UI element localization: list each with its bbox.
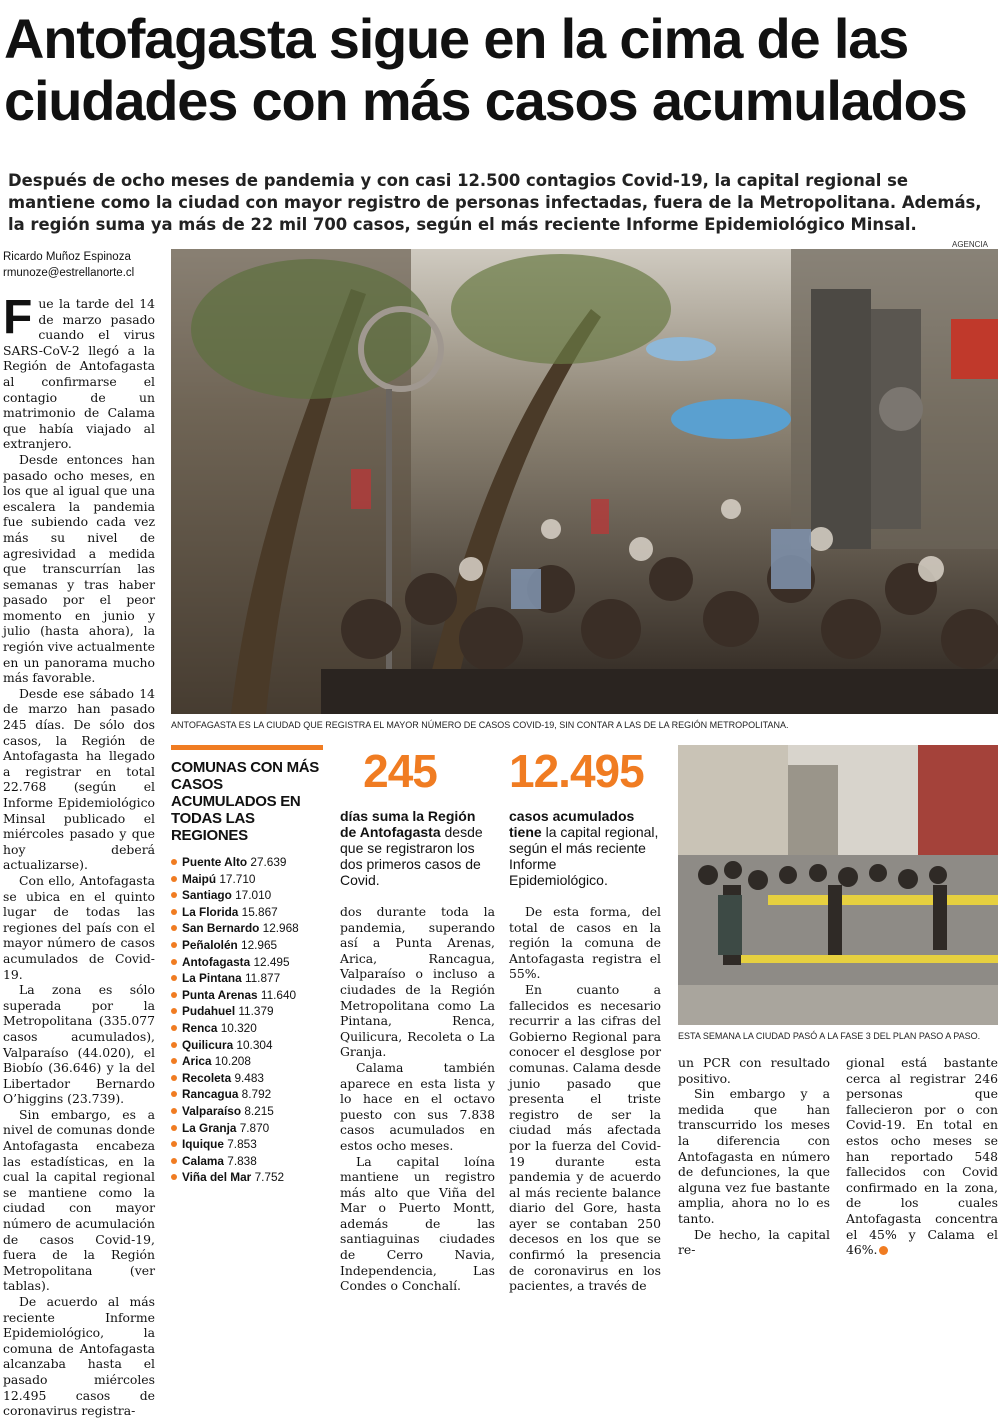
body-column-5 xyxy=(678,1055,830,1258)
commune-cases: 12.968 xyxy=(262,921,299,936)
bullet-dot-icon xyxy=(171,1141,177,1147)
bullet-dot-icon xyxy=(171,1075,177,1081)
paragraph: Desde entonces han pasado ocho meses, en los que al igual que una escalera la pandemia fue subiendo cada vez más su nivel de agresividad a medida que transcurrían las semanas y tras haber pasado por el peor momento en junio y julio (hasta ahora), la región vive actualmente en un panorama mucho más favorable. xyxy=(3,451,155,686)
commune-name: Peñalolén xyxy=(182,937,238,952)
communes-list xyxy=(171,854,323,1186)
bullet-dot-icon xyxy=(171,925,177,931)
bullet-dot-icon xyxy=(171,909,177,915)
paragraph: Calama también aparece en esta lista y lo hace en el octavo puesto con sus 7.838 casos acumulados en estos ocho meses. xyxy=(340,1059,495,1153)
headline: Antofagasta sigue en la cima de las ciudades con más casos acumulados xyxy=(4,7,967,132)
commune-cases: 12.495 xyxy=(253,954,290,969)
bullet-dot-icon xyxy=(171,992,177,998)
commune-cases: 7.838 xyxy=(227,1153,257,1168)
main-photo xyxy=(171,249,998,714)
paragraph: un PCR con resultado positivo. xyxy=(678,1055,830,1086)
commune-item xyxy=(171,987,323,1004)
stat-days-number: 245 xyxy=(363,745,437,797)
commune-cases: 27.639 xyxy=(250,855,287,869)
paragraph xyxy=(846,1055,998,1258)
author-name: Ricardo Muñoz Espinoza xyxy=(3,251,131,263)
commune-name: Antofagasta xyxy=(182,954,251,969)
body-column-6 xyxy=(846,1055,998,1258)
bullet-dot-icon xyxy=(171,892,177,898)
commune-cases: 7.870 xyxy=(239,1120,270,1135)
paragraph: Desde ese sábado 14 de marzo han pasado 245 días. De sólo dos casos, la Región de Antofagasta ha llegado a registrar en total 22.768 (según el Informe Epidemiológico Minsal publicado el miércoles pasado y que hoy deberá actualizarse). xyxy=(3,685,155,873)
commune-cases: 10.304 xyxy=(236,1037,273,1052)
paragraph: La capital loína mantiene un registro más alto que Viña del Mar o Puerto Montt, además de las santiaguinas ciudades de Cerro Navia, Independencia, Las Condes o Conchalí. xyxy=(340,1153,495,1294)
commune-name: Santiago xyxy=(182,888,232,903)
stat-cases-text xyxy=(509,808,659,888)
commune-name: Pudahuel xyxy=(182,1004,236,1019)
commune-item xyxy=(171,1153,323,1170)
commune-item xyxy=(171,1120,323,1137)
commune-cases: 10.320 xyxy=(220,1020,257,1035)
stat-cases-rest: la capital regional, según el más reciente Informe Epidemiológico. xyxy=(509,824,659,888)
photo-credit: AGENCIA xyxy=(952,240,988,249)
commune-item xyxy=(171,904,323,921)
commune-item xyxy=(171,1020,323,1037)
bullet-dot-icon xyxy=(171,1025,177,1031)
dek: Después de ocho meses de pandemia y con casi 12.500 contagios Covid-19, la capital regional se mantiene como la ciudad con mayor registro de personas infectadas, fuera de la Metropolitana. Además, la región suma ya más de 22 mil 700 casos, según el más reciente Informe Epidemiológico Minsal. xyxy=(8,171,982,234)
commune-name: Rancagua xyxy=(182,1087,239,1102)
commune-cases: 7.853 xyxy=(227,1137,257,1152)
commune-cases: 17.010 xyxy=(235,888,272,903)
paragraph: De hecho, la capital re- xyxy=(678,1226,830,1258)
commune-item xyxy=(171,937,323,954)
paragraph: Sin embargo, es a nivel de comunas donde Antofagasta encabeza las estadísticas, en la cual la capital regional se mantiene como la ciudad con mayor número de acumulación de casos Covid-19, fuera de la Región Metropolitana (ver tablas). xyxy=(3,1106,155,1294)
commune-cases: 11.379 xyxy=(238,1004,274,1019)
body-column-1 xyxy=(3,291,155,1419)
bullet-dot-icon xyxy=(171,859,177,865)
commune-item xyxy=(171,1053,323,1070)
author-email[interactable]: rmunoze@estrellanorte.cl xyxy=(3,267,135,279)
bullet-dot-icon xyxy=(171,876,177,882)
commune-item xyxy=(171,920,323,937)
bullet-dot-icon xyxy=(171,975,177,981)
commune-item xyxy=(171,1003,323,1020)
commune-name: Punta Arenas xyxy=(182,987,258,1002)
commune-name: Puente Alto xyxy=(182,855,248,869)
commune-cases: 11.640 xyxy=(260,987,297,1002)
byline xyxy=(3,249,134,281)
commune-name: San Bernardo xyxy=(182,921,260,936)
commune-item xyxy=(171,1103,323,1120)
stat-days-bold: días suma la Región de Antofagasta xyxy=(340,808,476,840)
commune-item xyxy=(171,1086,323,1103)
paragraph: De esta forma, del total de casos en la región la comuna de Antofagasta registra el 55%. xyxy=(509,904,661,982)
closing-text: gional está bastante cerca al registrar 246 personas que fallecieron por o con Covid-19. En total en estos ocho meses se han reportado 548 fallecidos con Covid confirmado en la zona, de los cuales Antofagasta concentra el 45% y Calama el 46%. xyxy=(846,1055,998,1258)
stat-cases-number: 12.495 xyxy=(509,745,644,797)
bullet-dot-icon xyxy=(171,1108,177,1114)
body-column-4 xyxy=(509,904,661,1294)
bullet-dot-icon xyxy=(171,942,177,948)
communes-infobox xyxy=(171,745,323,1186)
bullet-dot-icon xyxy=(171,1174,177,1180)
commune-name: Maipú xyxy=(182,871,217,886)
commune-name: Viña del Mar xyxy=(182,1170,252,1185)
commune-item xyxy=(171,854,323,871)
end-mark-icon xyxy=(879,1246,888,1255)
commune-name: La Florida xyxy=(182,904,239,919)
commune-cases: 12.965 xyxy=(241,937,278,952)
commune-item xyxy=(171,1070,323,1087)
bullet-dot-icon xyxy=(171,1125,177,1131)
commune-item xyxy=(171,970,323,987)
commune-cases: 17.710 xyxy=(219,871,256,886)
commune-cases: 9.483 xyxy=(234,1070,264,1085)
bullet-dot-icon xyxy=(171,1091,177,1097)
commune-name: Arica xyxy=(182,1054,212,1069)
commune-name: Renca xyxy=(182,1020,218,1035)
second-photo-caption: ESTA SEMANA LA CIUDAD PASÓ A LA FASE 3 DEL PLAN PASO A PASO. xyxy=(678,1031,981,1041)
infobox-title: COMUNAS CON MÁS CASOS ACUMULADOS EN TODAS LAS REGIONES xyxy=(171,759,319,844)
bullet-dot-icon xyxy=(171,1158,177,1164)
paragraph: Sin embargo y a medida que han transcurrido los meses la diferencia con Antofagasta en número de defunciones, la que alguna vez fue bastante amplia, ahora no lo es tanto. xyxy=(678,1086,830,1226)
commune-name: La Granja xyxy=(182,1120,237,1135)
stat-cases-bold: casos acumulados tiene xyxy=(509,808,635,840)
main-photo-caption: ANTOFAGASTA ES LA CIUDAD QUE REGISTRA EL MAYOR NÚMERO DE CASOS COVID-19, SIN CONTAR A LAS DE LA REGIÓN METROPOLITANA. xyxy=(171,720,789,730)
commune-item xyxy=(171,954,323,971)
infobox-accent-bar xyxy=(171,745,323,750)
stat-cases xyxy=(509,745,659,888)
paragraph: Con ello, Antofagasta se ubica en el quinto lugar de todas las regiones del país con el mayor número de casos acumulados de Covid-19. xyxy=(3,872,155,982)
commune-item xyxy=(171,1037,323,1054)
paragraph: En cuanto a fallecidos es necesario recurrir a las cifras del Gobierno Regional para conocer el desglose por comunas. Calama desde junio pasado que presenta el triste registro de ser la ciudad más afectada por la fuerza del Covid-19 durante esta pandemia y de acuerdo al más reciente balance diario del Gore, hasta ayer se contaban 250 decesos en los que se confirmó la presencia de coronavirus en los pacientes, a través de xyxy=(509,981,661,1294)
commune-cases: 8.792 xyxy=(241,1087,272,1102)
commune-name: Iquique xyxy=(182,1137,224,1152)
paragraph: De acuerdo al más reciente Informe Epidemiológico, la comuna de Antofagasta alcanzaba hasta el pasado miércoles 12.495 casos de coronavirus registra- xyxy=(3,1294,155,1419)
commune-name: Calama xyxy=(182,1153,224,1168)
stat-days-text xyxy=(340,808,495,888)
commune-cases: 10.208 xyxy=(214,1054,251,1069)
bullet-dot-icon xyxy=(171,959,177,965)
stat-days-rest: desde que se registraron los dos primeros casos de Covid. xyxy=(340,824,483,888)
commune-cases: 7.752 xyxy=(254,1170,285,1185)
lead-text: ue la tarde del 14 de marzo pasado cuando el virus SARS-CoV-2 llegó a la Región de Antofagasta al confirmarse el contagio de un matrimonio de Calama que había viajado al extranjero. xyxy=(3,296,155,452)
bullet-dot-icon xyxy=(171,1008,177,1014)
commune-cases: 11.877 xyxy=(244,971,281,986)
commune-name: Quilicura xyxy=(182,1037,234,1052)
bullet-dot-icon xyxy=(171,1058,177,1064)
commune-item xyxy=(171,1169,323,1186)
drop-cap: F xyxy=(3,291,33,344)
commune-item xyxy=(171,887,323,904)
commune-name: Valparaíso xyxy=(182,1103,242,1118)
bullet-dot-icon xyxy=(171,1042,177,1048)
stat-days xyxy=(340,745,495,888)
paragraph: La zona es sólo superada por la Metropolitana (335.077 casos acumulados), Valparaíso (44.020), el Biobío (36.646) y la del Libertador Bernardo O’higgins (23.739). xyxy=(3,982,155,1107)
commune-item xyxy=(171,1136,323,1153)
commune-name: La Pintana xyxy=(182,971,242,986)
commune-item xyxy=(171,871,323,888)
second-photo xyxy=(678,745,998,1025)
commune-cases: 15.867 xyxy=(241,904,278,919)
body-column-3 xyxy=(340,904,495,1294)
lead-paragraph xyxy=(3,291,155,452)
paragraph: dos durante toda la pandemia, superando así a Punta Arenas, Arica, Rancagua, Valparaíso o incluso a ciudades de la Región Metropolitana como La Pintana, Renca, Quilicura, Recoleta o La Granja. xyxy=(340,904,495,1060)
commune-cases: 8.215 xyxy=(244,1103,274,1118)
commune-name: Recoleta xyxy=(182,1070,232,1085)
